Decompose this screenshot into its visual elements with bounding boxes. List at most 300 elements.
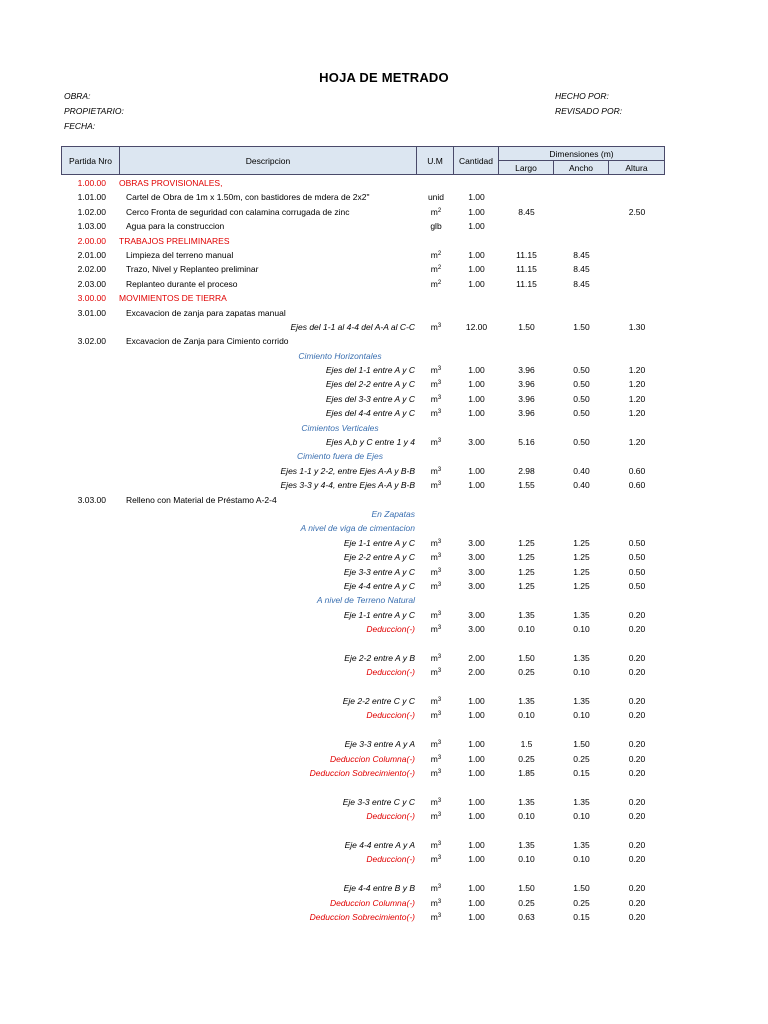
largo-cell: 1.50: [518, 652, 535, 663]
spacer-row: [0, 637, 768, 651]
cantidad-cell: 1.00: [468, 249, 485, 260]
unit-text: m: [430, 739, 438, 750]
unit-cell: [418, 365, 454, 376]
ancho-cell: 1.25: [573, 537, 590, 548]
partida-code: 1.01.00: [77, 192, 106, 203]
item-description: Agua para la construccion: [126, 221, 225, 232]
ancho-cell: 1.35: [573, 696, 590, 707]
largo-cell: 0.25: [518, 897, 535, 908]
unit-text: m: [430, 811, 438, 822]
unit-text: m: [430, 393, 438, 404]
deduction-label: Deduccion(-): [366, 624, 415, 635]
unit-cell: [418, 408, 454, 419]
largo-cell: 1.35: [518, 839, 535, 850]
partida-code: 1.00.00: [77, 178, 106, 188]
cantidad-cell: 1.00: [468, 796, 485, 807]
altura-cell: 0.20: [628, 811, 646, 822]
altura-cell: 0.50: [628, 580, 646, 591]
largo-cell: 1.25: [518, 537, 535, 548]
table-row: [0, 622, 768, 636]
largo-cell: 11.15: [516, 278, 537, 289]
cantidad-cell: 3.00: [468, 537, 485, 548]
largo-cell: 0.10: [518, 854, 535, 865]
largo-cell: 3.96: [518, 408, 535, 419]
item-description: Excavacion de Zanja para Cimiento corrido: [126, 336, 289, 347]
unit-exponent: 3: [437, 366, 442, 373]
table-row: [0, 320, 768, 334]
table-row: [0, 766, 768, 780]
header-um: U.M: [417, 147, 454, 175]
unit-exponent: 3: [437, 553, 442, 560]
largo-cell: 1.55: [518, 480, 535, 491]
unit-text: m: [430, 609, 438, 620]
table-row: [0, 694, 768, 708]
unit-text: m: [430, 911, 438, 922]
altura-cell: 0.20: [628, 897, 646, 908]
cantidad-cell: 1.00: [468, 897, 485, 908]
cantidad-cell: 1.00: [468, 883, 485, 894]
sub-description: Eje 2-2 entre C y C: [342, 696, 415, 707]
metrado-rows: [0, 176, 768, 924]
unit-text: m: [430, 796, 438, 807]
unit-exponent: 2: [437, 279, 442, 286]
table-row: [0, 421, 768, 435]
table-row: [0, 205, 768, 219]
table-row: [0, 349, 768, 363]
table-row: [0, 752, 768, 766]
table-row: [0, 665, 768, 679]
largo-cell: 1.85: [518, 768, 535, 779]
unit-cell: [418, 811, 454, 822]
unit-text: m: [430, 624, 438, 635]
header-dimensiones: Dimensiones (m): [499, 147, 665, 161]
unit-text: m: [430, 480, 438, 491]
header-altura: Altura: [609, 161, 665, 175]
altura-cell: 0.20: [628, 911, 646, 922]
page-title: HOJA DE METRADO: [319, 70, 449, 85]
unit-text: m: [430, 652, 438, 663]
deduction-label: Deduccion(-): [366, 710, 415, 721]
unit-exponent: 3: [437, 769, 442, 776]
cantidad-cell: 1.00: [468, 192, 485, 203]
largo-cell: 0.63: [518, 911, 535, 922]
cantidad-cell: 3.00: [468, 609, 485, 620]
unit-exponent: 3: [437, 884, 442, 891]
partida-code: 3.03.00: [77, 494, 106, 505]
altura-cell: 0.20: [628, 667, 646, 678]
unit-cell: [418, 221, 454, 232]
sub-description: Eje 3-3 entre A y C: [343, 566, 415, 577]
cantidad-cell: 1.00: [468, 710, 485, 721]
unit-text: m: [430, 710, 438, 721]
cantidad-cell: 1.00: [468, 393, 485, 404]
cantidad-cell: 1.00: [468, 811, 485, 822]
header-descripcion: Descripcion: [120, 147, 417, 175]
deduction-label: Deduccion Columna(-): [329, 897, 415, 908]
ancho-cell: 0.25: [573, 897, 590, 908]
table-row: [0, 464, 768, 478]
project-info: [64, 89, 124, 134]
cantidad-cell: 1.00: [468, 365, 485, 376]
unit-exponent: 3: [437, 797, 442, 804]
altura-cell: 0.20: [628, 753, 646, 764]
unit-text: m: [430, 465, 438, 476]
cantidad-cell: 3.00: [468, 437, 485, 448]
unit-text: m: [430, 321, 438, 332]
header-largo: Largo: [499, 161, 554, 175]
partida-code: 2.02.00: [77, 264, 106, 275]
table-row: [0, 277, 768, 291]
table-row: [0, 708, 768, 722]
sub-description: Eje 1-1 entre A y C: [343, 609, 415, 620]
sub-description: Ejes del 2-2 entre A y C: [325, 379, 415, 390]
unit-text: m: [430, 580, 438, 591]
ancho-cell: 0.15: [573, 911, 590, 922]
partida-code: 2.00.00: [77, 235, 106, 246]
unit-cell: [418, 279, 454, 290]
altura-cell: 0.20: [628, 652, 646, 663]
ancho-cell: 0.50: [573, 437, 590, 448]
altura-cell: 0.20: [628, 609, 646, 620]
spacer-row: [0, 867, 768, 881]
unit-cell: [418, 480, 454, 491]
unit-exponent: 3: [437, 855, 442, 862]
unit-exponent: 3: [437, 481, 442, 488]
cantidad-cell: 3.00: [468, 580, 485, 591]
largo-cell: 1.25: [518, 552, 535, 563]
table-row: [0, 493, 768, 507]
table-row: [0, 478, 768, 492]
cantidad-cell: 1.00: [468, 221, 485, 232]
category-row: [0, 291, 768, 305]
unit-cell: [418, 710, 454, 721]
unit-cell: [418, 322, 454, 333]
revisado-por-label: REVISADO POR:: [555, 106, 623, 116]
item-description: Relleno con Material de Préstamo A-2-4: [126, 494, 277, 505]
partida-code: 2.01.00: [77, 249, 106, 260]
unit-text: m: [430, 854, 438, 865]
unit-exponent: 3: [437, 394, 442, 401]
sub-description: Ejes 1-1 y 2-2, entre Ejes A-A y B-B: [280, 465, 415, 476]
ancho-cell: 1.50: [573, 321, 590, 332]
cantidad-cell: 1.00: [468, 379, 485, 390]
partida-code: 2.03.00: [77, 278, 106, 289]
ancho-cell: 0.10: [573, 624, 590, 635]
table-row: [0, 795, 768, 809]
deduction-label: Deduccion Columna(-): [329, 753, 415, 764]
table-row: [0, 392, 768, 406]
deduction-label: Deduccion Sobrecimiento(-): [309, 768, 415, 779]
largo-cell: 0.10: [518, 624, 535, 635]
cantidad-cell: 2.00: [468, 667, 485, 678]
altura-cell: 0.20: [628, 710, 646, 721]
unit-cell: [418, 854, 454, 865]
cantidad-cell: 1.00: [468, 465, 485, 476]
item-description: Excavacion de zanja para zapatas manual: [126, 307, 286, 318]
ancho-cell: 1.35: [573, 839, 590, 850]
largo-cell: 2.98: [518, 465, 535, 476]
largo-cell: 1.50: [518, 321, 535, 332]
sub-description: Eje 3-3 entre C y C: [342, 796, 415, 807]
unit-text: m: [430, 264, 438, 275]
spacer-row: [0, 780, 768, 794]
category-title: TRABAJOS PRELIMINARES: [119, 235, 230, 246]
unit-text: m: [430, 206, 438, 217]
unit-exponent: 3: [437, 625, 442, 632]
unit-cell: [418, 768, 454, 779]
deduction-label: Deduccion Sobrecimiento(-): [309, 911, 415, 922]
altura-cell: 0.60: [628, 465, 646, 476]
unit-exponent: 3: [437, 567, 442, 574]
spacer-row: [0, 680, 768, 694]
largo-cell: 8.45: [518, 206, 535, 217]
partida-code: 3.00.00: [77, 293, 106, 304]
unit-text: m: [430, 566, 438, 577]
category-row: [0, 234, 768, 248]
unit-text: m: [430, 883, 438, 894]
sub-description: Eje 1-1 entre A y C: [343, 537, 415, 548]
category-title: MOVIMIENTOS DE TIERRA: [119, 293, 227, 304]
largo-cell: 0.10: [518, 811, 535, 822]
unit-text: m: [430, 552, 438, 563]
largo-cell: 3.96: [518, 379, 535, 390]
table-row: [0, 593, 768, 607]
unit-text: m: [430, 379, 438, 390]
unit-cell: [418, 207, 454, 218]
table-row: [0, 896, 768, 910]
unit-cell: [418, 754, 454, 765]
unit-cell: [418, 883, 454, 894]
sub-description: Eje 4-4 entre A y A: [344, 839, 415, 850]
propietario-label: PROPIETARIO:: [64, 106, 124, 116]
table-row: [0, 334, 768, 348]
table-row: [0, 852, 768, 866]
ancho-cell: 1.25: [573, 566, 590, 577]
altura-cell: 0.20: [628, 854, 646, 865]
ancho-cell: 0.50: [573, 393, 590, 404]
category-title: OBRAS PROVISIONALES,: [119, 178, 223, 188]
unit-exponent: 3: [437, 581, 442, 588]
altura-cell: 1.20: [628, 437, 646, 448]
unit-cell: [418, 696, 454, 707]
unit-exponent: 3: [437, 912, 442, 919]
largo-cell: 1.35: [518, 609, 535, 620]
table-row: [0, 435, 768, 449]
ancho-cell: 0.50: [573, 365, 590, 376]
unit-text: m: [430, 408, 438, 419]
table-row: [0, 190, 768, 204]
cantidad-cell: 12.00: [465, 321, 488, 332]
ancho-cell: 0.50: [573, 379, 590, 390]
unit-exponent: 3: [437, 380, 442, 387]
ancho-cell: 0.40: [573, 465, 590, 476]
table-row: [0, 406, 768, 420]
unit-exponent: 2: [437, 207, 442, 214]
altura-cell: 0.20: [628, 624, 646, 635]
unit-exponent: 3: [437, 711, 442, 718]
table-row: [0, 550, 768, 564]
ancho-cell: 1.25: [573, 580, 590, 591]
partida-code: 1.03.00: [77, 221, 106, 232]
altura-cell: 0.50: [628, 537, 646, 548]
table-row: [0, 521, 768, 535]
ancho-cell: 8.45: [573, 264, 590, 275]
cantidad-cell: 3.00: [468, 552, 485, 563]
table-row: [0, 881, 768, 895]
sub-description: Ejes del 3-3 entre A y C: [325, 393, 415, 404]
ancho-cell: 1.35: [573, 796, 590, 807]
group-label: Cimientos Verticales: [301, 422, 379, 433]
altura-cell: 1.20: [628, 393, 646, 404]
unit-text: unid: [427, 192, 445, 203]
category-row: [0, 176, 768, 190]
largo-cell: 0.25: [518, 667, 535, 678]
ancho-cell: 0.10: [573, 710, 590, 721]
cantidad-cell: 1.00: [468, 696, 485, 707]
unit-text: m: [430, 537, 438, 548]
unit-cell: [418, 466, 454, 477]
cantidad-cell: 1.00: [468, 278, 485, 289]
unit-text: m: [430, 278, 438, 289]
partida-code: 3.02.00: [77, 336, 106, 347]
unit-text: m: [430, 897, 438, 908]
unit-cell: [418, 552, 454, 563]
largo-cell: 1.25: [518, 580, 535, 591]
table-row: [0, 608, 768, 622]
unit-exponent: 2: [437, 265, 442, 272]
unit-exponent: 3: [437, 409, 442, 416]
deduction-label: Deduccion(-): [366, 854, 415, 865]
largo-cell: 0.25: [518, 753, 535, 764]
largo-cell: 1.35: [518, 696, 535, 707]
table-row: [0, 377, 768, 391]
ancho-cell: 1.35: [573, 609, 590, 620]
unit-cell: [418, 437, 454, 448]
deduction-label: Deduccion(-): [366, 811, 415, 822]
cantidad-cell: 2.00: [468, 652, 485, 663]
unit-cell: [418, 667, 454, 678]
unit-text: m: [430, 249, 438, 260]
ancho-cell: 0.10: [573, 811, 590, 822]
sub-description: Ejes del 4-4 entre A y C: [325, 408, 415, 419]
unit-cell: [418, 739, 454, 750]
unit-exponent: 3: [437, 610, 442, 617]
ancho-cell: 8.45: [573, 249, 590, 260]
unit-cell: [418, 898, 454, 909]
table-row: [0, 565, 768, 579]
ancho-cell: 0.25: [573, 753, 590, 764]
largo-cell: 1.35: [518, 796, 535, 807]
largo-cell: 11.15: [516, 249, 537, 260]
group-label: Cimiento fuera de Ejes: [297, 451, 383, 462]
largo-cell: 0.10: [518, 710, 535, 721]
table-row: [0, 449, 768, 463]
unit-cell: [418, 192, 454, 203]
unit-cell: [418, 250, 454, 261]
unit-cell: [418, 797, 454, 808]
sub-description: Ejes 3-3 y 4-4, entre Ejes A-A y B-B: [280, 480, 415, 491]
altura-cell: 0.20: [628, 883, 646, 894]
cantidad-cell: 1.00: [468, 854, 485, 865]
altura-cell: 1.30: [628, 321, 646, 332]
largo-cell: 1.5: [520, 739, 533, 750]
unit-cell: [418, 624, 454, 635]
unit-exponent: 3: [437, 898, 442, 905]
unit-exponent: 2: [437, 250, 442, 257]
table-row: [0, 910, 768, 924]
cantidad-cell: 3.00: [468, 624, 485, 635]
unit-text: m: [430, 768, 438, 779]
item-description: Cartel de Obra de 1m x 1.50m, con bastidores de mdera de 2x2": [126, 192, 370, 203]
signoff-info: [555, 89, 622, 119]
cantidad-cell: 1.00: [468, 264, 485, 275]
table-row: [0, 579, 768, 593]
spacer-row: [0, 723, 768, 737]
altura-cell: 2.50: [628, 206, 646, 217]
sub-description: Eje 2-2 entre A y C: [343, 552, 415, 563]
table-row: [0, 363, 768, 377]
unit-text: glb: [430, 221, 442, 232]
altura-cell: 0.20: [628, 839, 646, 850]
item-description: Limpieza del terreno manual: [126, 249, 234, 260]
item-description: Cerco Fronta de seguridad con calamina corrugada de zinc: [126, 206, 350, 217]
altura-cell: 0.20: [628, 796, 646, 807]
partida-code: 3.01.00: [77, 307, 106, 318]
unit-exponent: 3: [437, 653, 442, 660]
unit-text: m: [430, 667, 438, 678]
sub-description: Eje 4-4 entre B y B: [343, 883, 415, 894]
table-header: [61, 146, 665, 175]
altura-cell: 0.20: [628, 739, 646, 750]
unit-cell: [418, 653, 454, 664]
altura-cell: 1.20: [628, 408, 646, 419]
section-label: En Zapatas: [371, 508, 415, 519]
sub-description: Ejes del 1-1 entre A y C: [325, 365, 415, 376]
ancho-cell: 0.10: [573, 667, 590, 678]
table-row: [0, 809, 768, 823]
table-row: [0, 507, 768, 521]
unit-cell: [418, 840, 454, 851]
section-label: A nivel de Terreno Natural: [316, 595, 415, 606]
unit-cell: [418, 581, 454, 592]
sub-description: Eje 3-3 entre A y A: [344, 739, 415, 750]
cantidad-cell: 1.00: [468, 768, 485, 779]
unit-text: m: [430, 365, 438, 376]
unit-cell: [418, 264, 454, 275]
altura-cell: 1.20: [628, 379, 646, 390]
hecho-por-label: HECHO POR:: [555, 91, 609, 101]
unit-cell: [418, 379, 454, 390]
largo-cell: 3.96: [518, 393, 535, 404]
sub-description: Eje 2-2 entre A y B: [344, 652, 415, 663]
unit-text: m: [430, 753, 438, 764]
unit-cell: [418, 610, 454, 621]
unit-exponent: 3: [437, 740, 442, 747]
altura-cell: 0.50: [628, 566, 646, 577]
altura-cell: 0.50: [628, 552, 646, 563]
sub-description: Ejes del 1-1 al 4-4 del A-A al C-C: [290, 321, 415, 332]
ancho-cell: 1.50: [573, 739, 590, 750]
cantidad-cell: 1.00: [468, 911, 485, 922]
section-label: A nivel de viga de cimentacion: [300, 523, 415, 534]
unit-exponent: 3: [437, 438, 442, 445]
item-description: Trazo, Nivel y Replanteo preliminar: [126, 264, 259, 275]
sub-description: Ejes A,b y C entre 1 y 4: [326, 437, 415, 448]
cantidad-cell: 1.00: [468, 408, 485, 419]
ancho-cell: 0.10: [573, 854, 590, 865]
cantidad-cell: 1.00: [468, 206, 485, 217]
altura-cell: 0.20: [628, 768, 646, 779]
